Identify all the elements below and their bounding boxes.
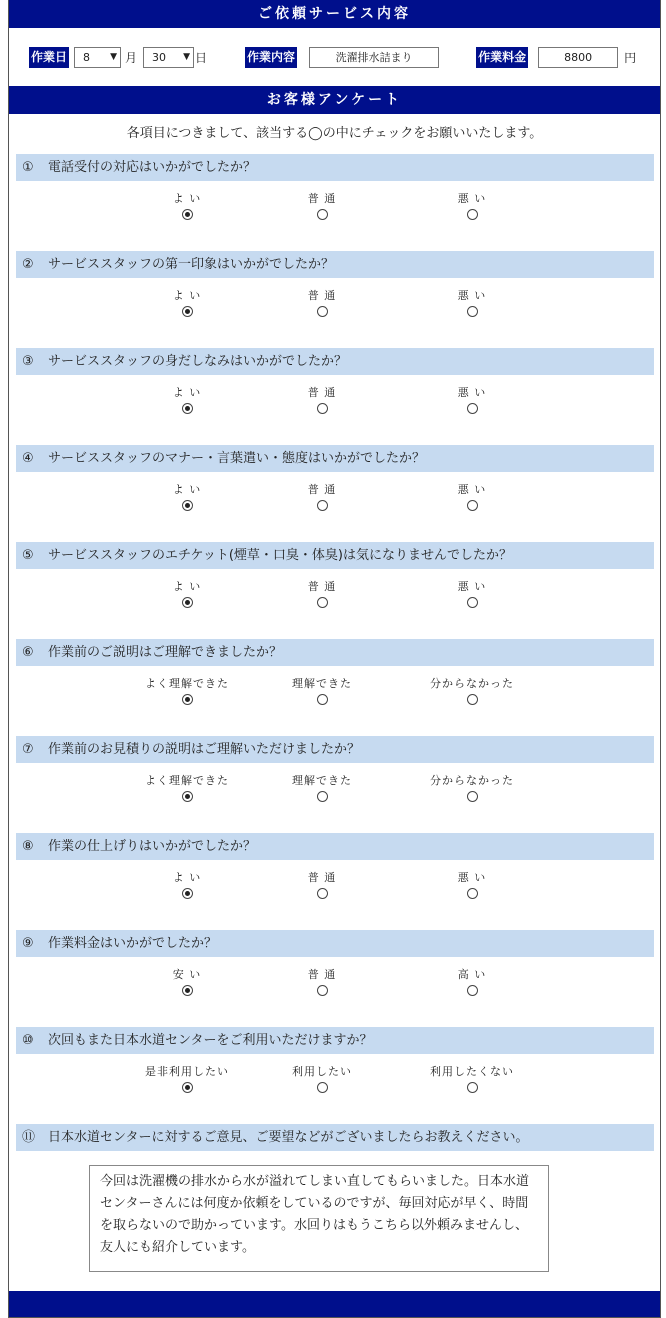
option-label: 理解できた [292, 677, 352, 690]
answer-option[interactable] [417, 1064, 527, 1097]
question-text: 作業料金はいかがでしたか？ [48, 936, 218, 951]
radio-button[interactable] [317, 791, 328, 802]
radio-button[interactable] [317, 597, 328, 608]
answer-option[interactable] [417, 967, 527, 1000]
radio-selected[interactable] [182, 597, 193, 608]
answer-option[interactable] [267, 579, 377, 612]
option-label: 利用したくない [430, 1065, 514, 1078]
option-label: 普 通 [307, 968, 337, 981]
question-number: ① [22, 160, 34, 175]
day-value: 30 [152, 50, 167, 64]
answer-option[interactable] [267, 482, 377, 515]
answer-option[interactable] [417, 191, 527, 224]
option-label: 悪 い [457, 483, 487, 496]
question-text: サービススタッフのマナー・言葉遣い・態度はいかがでしたか？ [48, 451, 426, 466]
service-banner: ご依頼サービス内容 [9, 0, 660, 28]
answer-option[interactable] [132, 191, 242, 224]
radio-selected[interactable] [182, 791, 193, 802]
answer-option[interactable] [417, 385, 527, 418]
question-1 [9, 154, 660, 251]
question-number: ⑨ [22, 936, 34, 951]
answer-option[interactable] [132, 967, 242, 1000]
question-header [16, 639, 654, 666]
question-header [16, 348, 654, 375]
answer-option[interactable] [417, 773, 527, 806]
survey-banner: お客様アンケート [9, 86, 660, 114]
radio-button[interactable] [467, 985, 478, 996]
option-label: よく理解できた [145, 774, 229, 787]
question-number: ⑧ [22, 839, 34, 854]
question-header [16, 251, 654, 278]
question-number: ⑤ [22, 548, 34, 563]
option-label: 普 通 [307, 580, 337, 593]
question-6 [9, 639, 660, 736]
question-number: ② [22, 257, 34, 272]
radio-button[interactable] [467, 500, 478, 511]
question-header [16, 1027, 654, 1054]
work-content-label: 作業内容 [245, 47, 297, 68]
option-label: よ い [172, 289, 202, 302]
radio-button[interactable] [467, 694, 478, 705]
month-select[interactable] [74, 47, 121, 68]
option-label: 悪 い [457, 386, 487, 399]
answer-option[interactable] [132, 773, 242, 806]
radio-selected[interactable] [182, 1082, 193, 1093]
radio-button[interactable] [467, 209, 478, 220]
answer-option[interactable] [132, 870, 242, 903]
option-label: 安 い [172, 968, 202, 981]
question-header [16, 833, 654, 860]
radio-button[interactable] [317, 403, 328, 414]
question-3 [9, 348, 660, 445]
question-text: 日本水道センターに対するご意見、ご要望などがございましたらお教えください。 [48, 1130, 529, 1145]
question-header [16, 445, 654, 472]
question-9 [9, 930, 660, 1027]
survey-intro: 各項目につきまして、該当する◯の中にチェックをお願いいたします。 [126, 126, 543, 141]
radio-button[interactable] [317, 888, 328, 899]
radio-button[interactable] [317, 985, 328, 996]
question-header [16, 154, 654, 181]
option-label: 悪 い [457, 289, 487, 302]
answer-option[interactable] [267, 870, 377, 903]
radio-selected[interactable] [182, 209, 193, 220]
option-label: 悪 い [457, 580, 487, 593]
month-unit: 月 [125, 50, 138, 65]
answer-option[interactable] [132, 288, 242, 321]
question-header [16, 736, 654, 763]
option-label: 普 通 [307, 192, 337, 205]
option-label: 是非利用したい [145, 1065, 229, 1078]
question-number: ⑦ [22, 742, 34, 757]
question-10 [9, 1027, 660, 1124]
radio-selected[interactable] [182, 500, 193, 511]
option-label: 普 通 [307, 386, 337, 399]
answer-option[interactable] [417, 870, 527, 903]
answer-option[interactable] [417, 676, 527, 709]
radio-selected[interactable] [182, 403, 193, 414]
radio-selected[interactable] [182, 694, 193, 705]
fee-unit: 円 [624, 50, 637, 65]
work-fee-label: 作業料金 [476, 47, 528, 68]
answer-option[interactable] [267, 773, 377, 806]
question-number: ⑩ [22, 1033, 34, 1048]
question-text: サービススタッフの身だしなみはいかがでしたか？ [48, 354, 348, 369]
radio-selected[interactable] [182, 888, 193, 899]
option-label: 悪 い [457, 192, 487, 205]
answer-option[interactable] [267, 385, 377, 418]
radio-button[interactable] [467, 791, 478, 802]
radio-button[interactable] [467, 306, 478, 317]
radio-selected[interactable] [182, 306, 193, 317]
question-number: ③ [22, 354, 34, 369]
answer-option[interactable] [132, 385, 242, 418]
chevron-down-icon: ▼ [183, 52, 191, 62]
question-text: サービススタッフのエチケット(煙草・口臭・体臭)は気になりませんでしたか？ [48, 548, 512, 563]
answer-option[interactable] [267, 676, 377, 709]
question-5 [9, 542, 660, 639]
option-label: よく理解できた [145, 677, 229, 690]
radio-button[interactable] [317, 306, 328, 317]
answer-option[interactable] [267, 1064, 377, 1097]
question-header [16, 930, 654, 957]
radio-selected[interactable] [182, 985, 193, 996]
radio-button[interactable] [317, 694, 328, 705]
question-list [9, 154, 660, 1124]
footer-banner [9, 1291, 660, 1317]
question-text: 次回もまた日本水道センターをご利用いただけますか？ [48, 1033, 373, 1048]
option-label: 高 い [457, 968, 487, 981]
question-text: サービススタッフの第一印象はいかがでしたか？ [48, 257, 335, 272]
answer-option[interactable] [132, 1064, 242, 1097]
question-number: ④ [22, 451, 34, 466]
radio-button[interactable] [317, 209, 328, 220]
answer-option[interactable] [132, 579, 242, 612]
option-label: 分からなかった [430, 677, 514, 690]
option-label: よ い [172, 580, 202, 593]
question-2 [9, 251, 660, 348]
question-text: 電話受付の対応はいかがでしたか？ [48, 160, 257, 175]
radio-button[interactable] [467, 597, 478, 608]
option-label: 普 通 [307, 483, 337, 496]
question-7 [9, 736, 660, 833]
answer-option[interactable] [267, 288, 377, 321]
option-label: よ い [172, 192, 202, 205]
comment-textarea[interactable]: 今回は洗濯機の排水から水が溢れてしまい直してもらいました。日本水道センターさんには何度か依頼をしているのですが、毎回対応が早く、時間を取らないので助かっています。水回りはもうこちら以外頼みませんし、友人にも紹介しています。 [89, 1165, 549, 1272]
answer-option[interactable] [132, 482, 242, 515]
question-4 [9, 445, 660, 542]
question-11 [9, 1124, 660, 1164]
radio-button[interactable] [467, 1082, 478, 1093]
option-label: よ い [172, 386, 202, 399]
option-label: 普 通 [307, 871, 337, 884]
option-label: よ い [172, 483, 202, 496]
option-label: 分からなかった [430, 774, 514, 787]
radio-button[interactable] [467, 403, 478, 414]
question-text: 作業の仕上げりはいかがでしたか？ [48, 839, 257, 854]
answer-option[interactable] [132, 676, 242, 709]
day-select[interactable] [143, 47, 194, 68]
question-number: ⑪ [22, 1130, 36, 1145]
question-text: 作業前のご説明はご理解できましたか？ [48, 645, 283, 660]
answer-option[interactable] [417, 482, 527, 515]
chevron-down-icon: ▼ [110, 52, 118, 62]
answer-option[interactable] [417, 288, 527, 321]
day-unit: 日 [195, 50, 208, 65]
work-date-label: 作業日 [29, 47, 69, 68]
option-label: 普 通 [307, 289, 337, 302]
question-header [16, 1124, 654, 1151]
option-label: よ い [172, 871, 202, 884]
work-content-field[interactable]: 洗濯排水詰まり [309, 47, 439, 68]
answer-option[interactable] [417, 579, 527, 612]
work-fee-field[interactable]: 8800 [538, 47, 618, 68]
survey-form [8, 0, 661, 1318]
answer-option[interactable] [267, 967, 377, 1000]
question-header [16, 542, 654, 569]
month-value: 8 [83, 50, 91, 64]
question-text: 作業前のお見積りの説明はご理解いただけましたか？ [48, 742, 361, 757]
question-8 [9, 833, 660, 930]
service-details-row [9, 28, 660, 86]
question-number: ⑥ [22, 645, 34, 660]
radio-button[interactable] [317, 1082, 328, 1093]
radio-button[interactable] [317, 500, 328, 511]
answer-option[interactable] [267, 191, 377, 224]
radio-button[interactable] [467, 888, 478, 899]
option-label: 利用したい [292, 1065, 352, 1078]
option-label: 悪 い [457, 871, 487, 884]
option-label: 理解できた [292, 774, 352, 787]
